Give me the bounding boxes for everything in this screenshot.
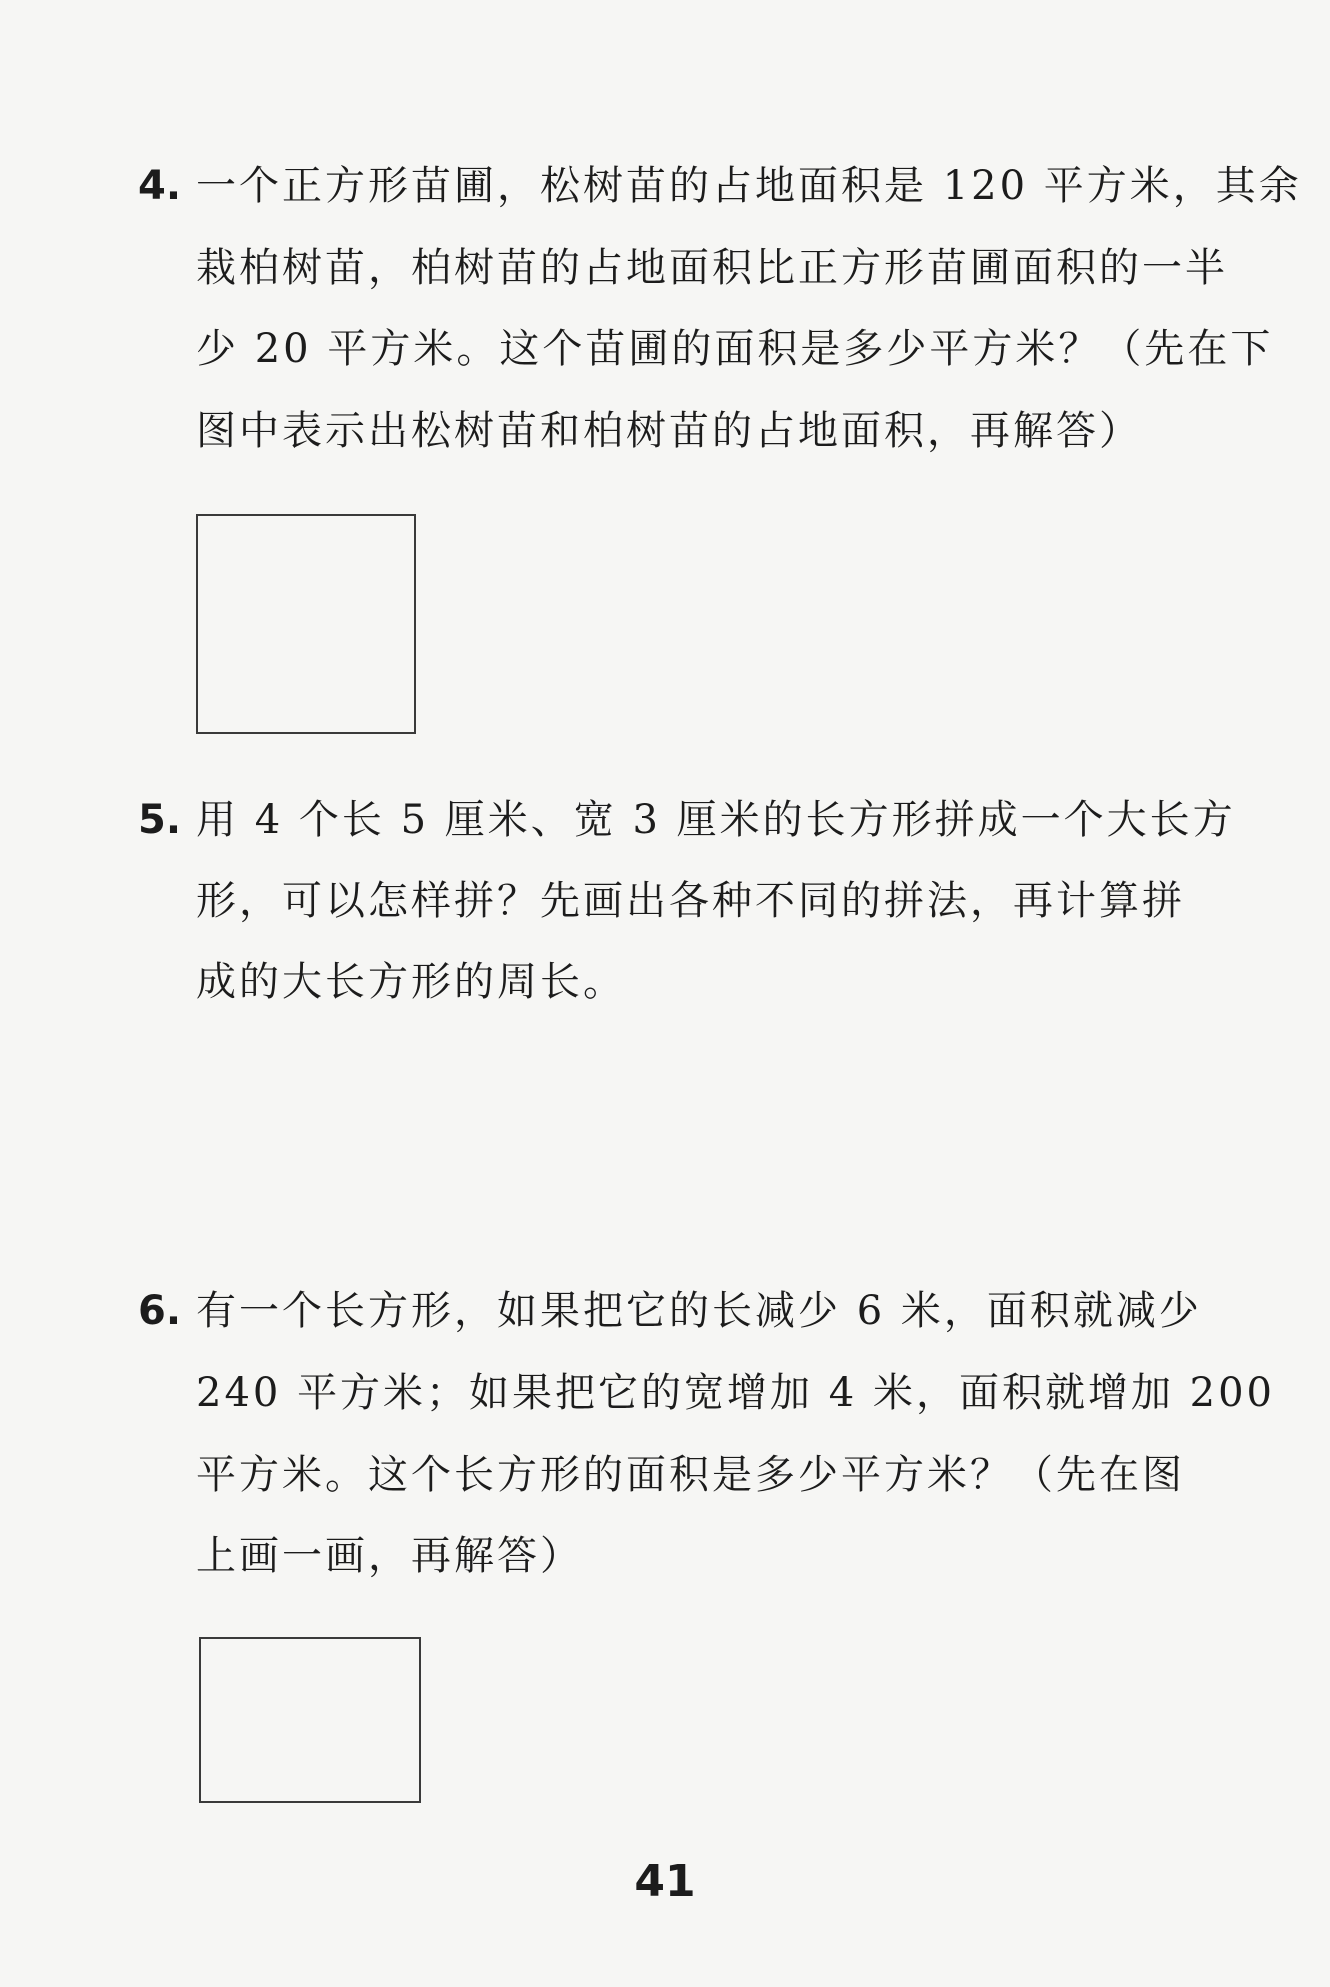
problem-text-line: 240 平方米；如果把它的宽增加 4 米，面积就增加 200 [196, 1370, 1276, 1416]
page-number: 41 [634, 1856, 696, 1907]
problem-number: 4. [138, 163, 182, 209]
problem-text-line: 有一个长方形，如果把它的长减少 6 米，面积就减少 [196, 1288, 1202, 1334]
problem-text-line: 一个正方形苗圃，松树苗的占地面积是 120 平方米，其余 [196, 163, 1302, 209]
problem-text-line: 栽柏树苗，柏树苗的占地面积比正方形苗圃面积的一半 [196, 245, 1228, 291]
problem-text-line: 少 20 平方米。这个苗圃的面积是多少平方米？（先在下 [196, 326, 1274, 372]
problem-text-line: 成的大长方形的周长。 [196, 959, 626, 1005]
problem-text-line: 平方米。这个长方形的面积是多少平方米？（先在图 [196, 1452, 1185, 1498]
problem-text-line: 图中表示出松树苗和柏树苗的占地面积，再解答） [196, 408, 1142, 454]
problem-text-line: 用 4 个长 5 厘米、宽 3 厘米的长方形拼成一个大长方 [196, 797, 1236, 843]
problem-text-line: 上画一画，再解答） [196, 1533, 583, 1579]
rectangle-diagram [199, 1637, 421, 1803]
problem-text-line: 形，可以怎样拼？先画出各种不同的拼法，再计算拼 [196, 878, 1185, 924]
problem-number: 5. [138, 797, 182, 843]
square-nursery-diagram [196, 514, 416, 734]
problem-number: 6. [138, 1288, 182, 1334]
